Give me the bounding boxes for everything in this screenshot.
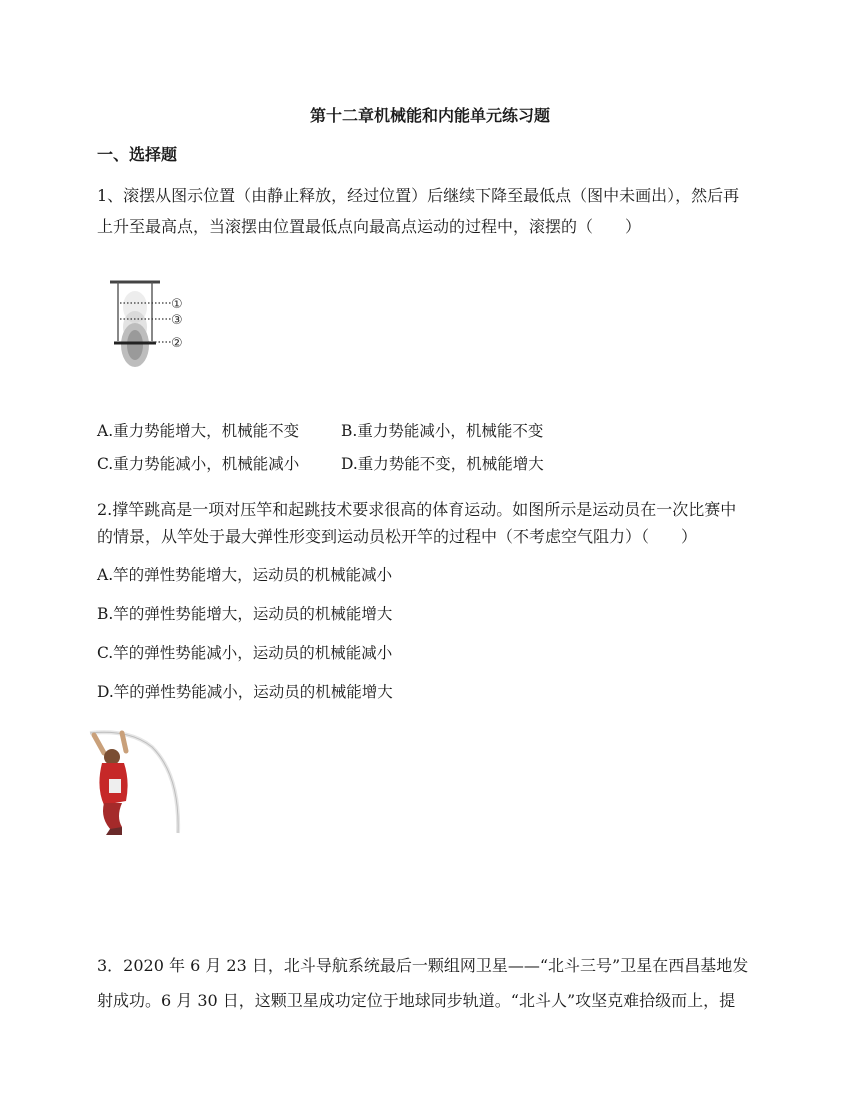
- question-1-line-1: 1、滚摆从图示位置（由静止释放，经过位置）后继续下降至最低点（图中未画出），然后再: [97, 186, 740, 205]
- question-2-line-2: 的情景，从竿处于最大弹性形变到运动员松开竿的过程中（不考虑空气阻力）（ ）: [97, 527, 698, 546]
- q1-option-b[interactable]: B.重力势能减小，机械能不变: [341, 422, 544, 440]
- q2-option-c[interactable]: C.竿的弹性势能减小，运动员的机械能减小: [97, 644, 393, 662]
- question-1-options-row-1: [97, 419, 543, 441]
- wheel-inner: [127, 330, 143, 360]
- q1-option-c[interactable]: C.重力势能减小，机械能减小: [97, 455, 300, 473]
- athlete-bib: [109, 779, 121, 793]
- q1-option-d[interactable]: D.重力势能不变，机械能增大: [341, 455, 544, 473]
- question-1-options-row-2: [97, 452, 544, 474]
- q2-option-b[interactable]: B.竿的弹性势能增大，运动员的机械能增大: [97, 605, 393, 623]
- q2-option-d[interactable]: D.竿的弹性势能减小，运动员的机械能增大: [97, 683, 393, 701]
- rolling-pendulum-figure: [108, 279, 190, 375]
- figure-label-2: ②: [171, 336, 183, 351]
- figure-label-3: ③: [171, 313, 183, 328]
- section-heading: 一、选择题: [97, 145, 178, 164]
- question-1-line-2: 上升至最高点，当滚摆由位置最低点向最高点运动的过程中，滚摆的（ ）: [97, 217, 642, 236]
- question-3-line-2: 射成功。6 月 30 日，这颗卫星成功定位于地球同步轨道。“北斗人”攻坚克难拾级而上，提: [97, 991, 736, 1010]
- q2-option-a[interactable]: A.竿的弹性势能增大，运动员的机械能减小: [97, 566, 393, 584]
- pole-vault-figure: [82, 727, 184, 837]
- q1-option-a[interactable]: A.重力势能增大，机械能不变: [97, 422, 300, 440]
- question-2-line-1: 2.撑竿跳高是一项对压竿和起跳技术要求很高的体育运动。如图所示是运动员在一次比赛中: [97, 500, 737, 519]
- question-3-line-1: 3．2020 年 6 月 23 日，北斗导航系统最后一颗组网卫星——“北斗三号”卫星在西昌基地发: [97, 956, 749, 975]
- figure-label-1: ①: [171, 297, 183, 312]
- document-title: 第十二章机械能和内能单元练习题: [309, 106, 550, 125]
- athlete-legs: [103, 803, 122, 831]
- athlete-head: [104, 749, 120, 765]
